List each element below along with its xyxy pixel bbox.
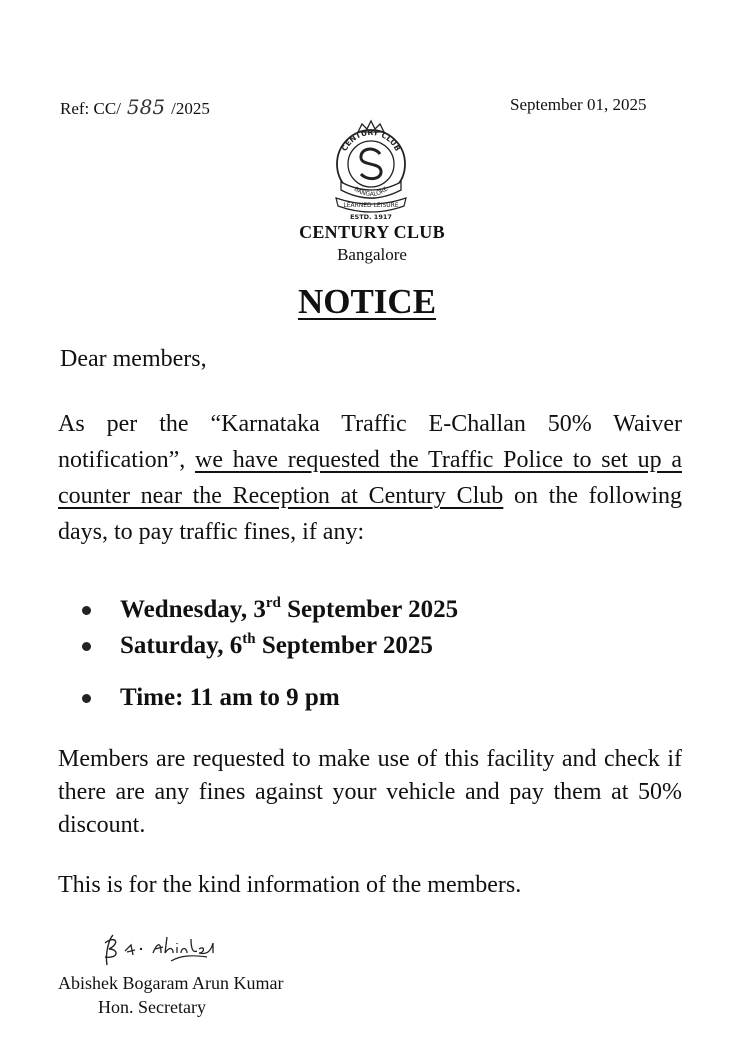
club-name: CENTURY CLUB [299, 222, 445, 242]
notice-date: September 01, 2025 [510, 95, 647, 114]
seal-band-text: BANGALORE [352, 185, 390, 199]
signatory-name: Abishek Bogaram Arun Kumar [58, 973, 284, 993]
club-emblem-icon [330, 118, 412, 222]
paragraph-1-end: on the following days, to pay traffic fines, if any: [58, 483, 682, 545]
seal-motto: LEARNED LEISURE [343, 202, 399, 209]
reference-number [60, 95, 210, 119]
bullet-icon [82, 606, 91, 615]
signature-icon [95, 925, 245, 980]
page-title: NOTICE [297, 282, 437, 321]
notice-paragraph-1 [58, 406, 682, 550]
ref-suffix: /2025 [171, 99, 210, 118]
paragraph-1-intro: As per the “Karnataka Traffic E-Challan 50% Waiver notification”, [58, 411, 682, 473]
ref-prefix: Ref: CC/ [60, 99, 121, 118]
seal-top-text: CENTURY CLUB [339, 127, 403, 153]
seal-established: ESTD. 1917 [350, 213, 392, 221]
notice-paragraph-2: Members are requested to make use of this facility and check if there are any fines against your vehicle and pay them at 50% discount. [58, 746, 682, 838]
bullet-icon [82, 642, 91, 651]
list-item: Wednesday, 3rd September 2025 [80, 592, 458, 628]
bullet-icon [82, 694, 91, 703]
ref-handwritten-number: 585 [126, 95, 166, 119]
list-item: Saturday, 6th September 2025 [80, 628, 458, 664]
greeting: Dear members, [60, 346, 207, 372]
signatory-title: Hon. Secretary [98, 997, 206, 1017]
paragraph-1-underlined: we have requested the Traffic Police to set up a counter near the Reception at Century Club [58, 447, 682, 509]
list-item: Time: 11 am to 9 pm [80, 680, 458, 716]
club-city: Bangalore [337, 245, 407, 264]
closing-line: This is for the kind information of the members. [58, 872, 522, 898]
schedule-list [80, 592, 458, 716]
